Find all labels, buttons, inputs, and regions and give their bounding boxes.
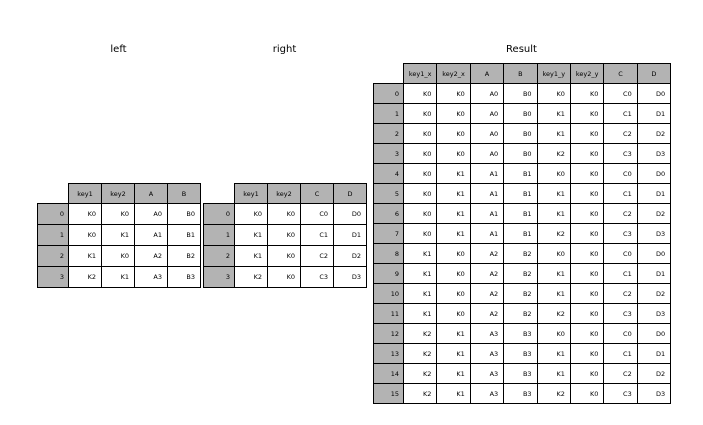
data-cell: B1 <box>504 204 537 224</box>
data-cell: A1 <box>470 204 503 224</box>
data-cell: K2 <box>537 144 570 164</box>
data-cell: K0 <box>404 84 437 104</box>
data-cell: A1 <box>470 224 503 244</box>
row-index: 5 <box>374 184 404 204</box>
row-index: 11 <box>374 304 404 324</box>
data-cell: D1 <box>637 104 670 124</box>
data-cell: K1 <box>102 225 135 246</box>
data-cell: B0 <box>504 124 537 144</box>
data-cell: K0 <box>570 204 603 224</box>
data-cell: C0 <box>604 324 637 344</box>
row-index: 8 <box>374 244 404 264</box>
result-table <box>373 63 671 404</box>
data-cell: D3 <box>637 144 670 164</box>
data-cell: A1 <box>135 225 168 246</box>
row-index: 1 <box>204 225 235 246</box>
data-cell: D2 <box>334 246 367 267</box>
data-cell: K0 <box>570 304 603 324</box>
row-index: 2 <box>374 124 404 144</box>
column-header: key1_x <box>404 64 437 84</box>
corner-cell <box>38 184 69 204</box>
result-table-title: Result <box>506 44 537 55</box>
data-cell: K0 <box>268 204 301 225</box>
data-cell: B0 <box>168 204 201 225</box>
data-cell: B2 <box>504 304 537 324</box>
data-cell: A3 <box>470 364 503 384</box>
data-cell: A1 <box>470 184 503 204</box>
data-cell: C1 <box>604 344 637 364</box>
row-index: 0 <box>204 204 235 225</box>
data-cell: A2 <box>470 244 503 264</box>
row-index: 6 <box>374 204 404 224</box>
data-cell: K1 <box>437 324 470 344</box>
data-cell: C1 <box>604 104 637 124</box>
data-cell: K0 <box>570 84 603 104</box>
column-header: C <box>604 64 637 84</box>
data-cell: K0 <box>537 244 570 264</box>
table-row <box>374 184 671 204</box>
data-cell: B1 <box>504 224 537 244</box>
data-cell: K0 <box>268 225 301 246</box>
table-row <box>38 267 201 288</box>
data-cell: K0 <box>437 304 470 324</box>
column-header: A <box>135 184 168 204</box>
data-cell: C1 <box>604 184 637 204</box>
data-cell: K2 <box>537 224 570 244</box>
data-cell: K1 <box>537 184 570 204</box>
table-row <box>204 267 367 288</box>
corner-cell <box>374 64 404 84</box>
data-cell: D3 <box>334 267 367 288</box>
row-index: 1 <box>374 104 404 124</box>
row-index: 3 <box>38 267 69 288</box>
data-cell: C3 <box>604 304 637 324</box>
row-index: 2 <box>38 246 69 267</box>
table-row <box>204 225 367 246</box>
left-table-title: left <box>110 44 127 55</box>
data-cell: K0 <box>570 324 603 344</box>
row-index: 0 <box>374 84 404 104</box>
data-cell: K0 <box>268 267 301 288</box>
data-cell: K0 <box>437 144 470 164</box>
table-row <box>374 344 671 364</box>
data-cell: D1 <box>637 264 670 284</box>
data-cell: A3 <box>135 267 168 288</box>
data-cell: A1 <box>470 164 503 184</box>
table-row <box>374 84 671 104</box>
data-cell: K0 <box>537 164 570 184</box>
data-cell: K0 <box>102 246 135 267</box>
data-cell: D0 <box>637 324 670 344</box>
data-cell: C0 <box>604 84 637 104</box>
data-cell: K1 <box>537 104 570 124</box>
data-cell: K0 <box>102 204 135 225</box>
row-index: 0 <box>38 204 69 225</box>
data-cell: A0 <box>470 84 503 104</box>
data-cell: C0 <box>604 244 637 264</box>
data-cell: B0 <box>504 104 537 124</box>
data-cell: D1 <box>637 184 670 204</box>
data-cell: K0 <box>437 284 470 304</box>
data-cell: B3 <box>168 267 201 288</box>
data-cell: C2 <box>604 284 637 304</box>
data-cell: D0 <box>334 204 367 225</box>
row-index: 1 <box>38 225 69 246</box>
data-cell: K0 <box>69 204 102 225</box>
column-header: key2_y <box>570 64 603 84</box>
data-cell: K0 <box>570 364 603 384</box>
data-cell: D0 <box>637 84 670 104</box>
data-cell: C0 <box>301 204 334 225</box>
data-cell: K1 <box>235 246 268 267</box>
data-cell: B3 <box>504 384 537 404</box>
column-header: C <box>301 184 334 204</box>
data-cell: K1 <box>404 304 437 324</box>
table-row <box>38 246 201 267</box>
data-cell: K0 <box>404 144 437 164</box>
table-row <box>374 244 671 264</box>
table-row <box>374 364 671 384</box>
data-cell: K0 <box>537 324 570 344</box>
data-cell: A3 <box>470 384 503 404</box>
data-cell: B3 <box>504 324 537 344</box>
data-cell: B2 <box>504 264 537 284</box>
data-cell: K0 <box>570 224 603 244</box>
data-cell: K1 <box>437 164 470 184</box>
row-index: 7 <box>374 224 404 244</box>
data-cell: K2 <box>404 384 437 404</box>
data-cell: K2 <box>235 267 268 288</box>
column-header: key2_x <box>437 64 470 84</box>
table-row <box>374 324 671 344</box>
column-header: key1 <box>235 184 268 204</box>
data-cell: K0 <box>404 104 437 124</box>
data-cell: K0 <box>437 244 470 264</box>
table-row <box>374 144 671 164</box>
data-cell: B1 <box>168 225 201 246</box>
data-cell: K0 <box>437 124 470 144</box>
data-cell: B2 <box>504 284 537 304</box>
data-cell: K1 <box>404 244 437 264</box>
data-cell: K1 <box>437 184 470 204</box>
column-header: B <box>504 64 537 84</box>
data-cell: K1 <box>437 224 470 244</box>
data-cell: K1 <box>537 284 570 304</box>
data-cell: A3 <box>470 324 503 344</box>
data-cell: K0 <box>570 264 603 284</box>
data-cell: K1 <box>537 124 570 144</box>
table-row <box>374 304 671 324</box>
data-cell: K0 <box>437 84 470 104</box>
data-cell: K1 <box>537 344 570 364</box>
data-cell: K0 <box>570 344 603 364</box>
row-index: 12 <box>374 324 404 344</box>
data-cell: C2 <box>604 364 637 384</box>
data-cell: D0 <box>637 164 670 184</box>
data-cell: K0 <box>404 124 437 144</box>
row-index: 2 <box>204 246 235 267</box>
data-cell: B0 <box>504 84 537 104</box>
data-cell: A0 <box>135 204 168 225</box>
row-index: 13 <box>374 344 404 364</box>
data-cell: K0 <box>235 204 268 225</box>
data-cell: K0 <box>570 384 603 404</box>
data-cell: D3 <box>637 384 670 404</box>
data-cell: C3 <box>604 224 637 244</box>
data-cell: D0 <box>637 244 670 264</box>
data-cell: C3 <box>604 144 637 164</box>
data-cell: A2 <box>470 304 503 324</box>
column-header: key1_y <box>537 64 570 84</box>
data-cell: K1 <box>404 264 437 284</box>
table-row <box>374 384 671 404</box>
data-cell: D2 <box>637 364 670 384</box>
column-header: key2 <box>102 184 135 204</box>
data-cell: K1 <box>404 284 437 304</box>
data-cell: K0 <box>404 184 437 204</box>
data-cell: C3 <box>604 384 637 404</box>
table-row <box>374 264 671 284</box>
data-cell: K2 <box>69 267 102 288</box>
data-cell: K0 <box>404 164 437 184</box>
right-table-title: right <box>272 44 297 55</box>
data-cell: C1 <box>604 264 637 284</box>
table-row <box>374 224 671 244</box>
corner-cell <box>204 184 235 204</box>
data-cell: B2 <box>504 244 537 264</box>
data-cell: K0 <box>570 284 603 304</box>
data-cell: A2 <box>135 246 168 267</box>
table-row <box>374 284 671 304</box>
data-cell: C2 <box>604 204 637 224</box>
row-index: 4 <box>374 164 404 184</box>
data-cell: K1 <box>69 246 102 267</box>
data-cell: K1 <box>437 364 470 384</box>
data-cell: D3 <box>637 304 670 324</box>
data-cell: K0 <box>268 246 301 267</box>
left-table <box>37 183 201 288</box>
data-cell: C3 <box>301 267 334 288</box>
data-cell: A0 <box>470 144 503 164</box>
table-row <box>374 164 671 184</box>
column-header: key2 <box>268 184 301 204</box>
data-cell: B1 <box>504 164 537 184</box>
data-cell: K0 <box>404 204 437 224</box>
data-cell: K1 <box>437 384 470 404</box>
row-index: 3 <box>204 267 235 288</box>
column-header: B <box>168 184 201 204</box>
data-cell: K1 <box>437 344 470 364</box>
data-cell: A0 <box>470 104 503 124</box>
column-header: A <box>470 64 503 84</box>
data-cell: K0 <box>437 104 470 124</box>
table-row <box>204 204 367 225</box>
row-index: 14 <box>374 364 404 384</box>
data-cell: K0 <box>570 124 603 144</box>
data-cell: B0 <box>504 144 537 164</box>
data-cell: K1 <box>102 267 135 288</box>
data-cell: C2 <box>301 246 334 267</box>
data-cell: D2 <box>637 284 670 304</box>
data-cell: K0 <box>570 244 603 264</box>
row-index: 15 <box>374 384 404 404</box>
column-header: D <box>334 184 367 204</box>
data-cell: C2 <box>604 124 637 144</box>
data-cell: K0 <box>570 164 603 184</box>
data-cell: K0 <box>570 184 603 204</box>
row-index: 10 <box>374 284 404 304</box>
right-table <box>203 183 367 288</box>
data-cell: K0 <box>570 144 603 164</box>
data-cell: K0 <box>404 224 437 244</box>
data-cell: D3 <box>637 224 670 244</box>
data-cell: A2 <box>470 284 503 304</box>
data-cell: D1 <box>637 344 670 364</box>
table-row <box>374 124 671 144</box>
column-header: D <box>637 64 670 84</box>
data-cell: D2 <box>637 124 670 144</box>
data-cell: B2 <box>168 246 201 267</box>
data-cell: K1 <box>537 264 570 284</box>
data-cell: C0 <box>604 164 637 184</box>
data-cell: K0 <box>437 264 470 284</box>
table-row <box>38 225 201 246</box>
data-cell: K1 <box>437 204 470 224</box>
row-index: 9 <box>374 264 404 284</box>
data-cell: A2 <box>470 264 503 284</box>
data-cell: K0 <box>537 84 570 104</box>
data-cell: D1 <box>334 225 367 246</box>
data-cell: A3 <box>470 344 503 364</box>
table-row <box>374 104 671 124</box>
row-index: 3 <box>374 144 404 164</box>
table-row <box>374 204 671 224</box>
table-row <box>204 246 367 267</box>
data-cell: B3 <box>504 364 537 384</box>
data-cell: D2 <box>637 204 670 224</box>
data-cell: K2 <box>404 344 437 364</box>
data-cell: B3 <box>504 344 537 364</box>
data-cell: K2 <box>404 324 437 344</box>
data-cell: K0 <box>570 104 603 124</box>
data-cell: A0 <box>470 124 503 144</box>
data-cell: K1 <box>235 225 268 246</box>
data-cell: K2 <box>404 364 437 384</box>
table-row <box>38 204 201 225</box>
data-cell: C1 <box>301 225 334 246</box>
column-header: key1 <box>69 184 102 204</box>
data-cell: B1 <box>504 184 537 204</box>
data-cell: K1 <box>537 204 570 224</box>
data-cell: K2 <box>537 304 570 324</box>
data-cell: K2 <box>537 384 570 404</box>
data-cell: K1 <box>537 364 570 384</box>
data-cell: K0 <box>69 225 102 246</box>
